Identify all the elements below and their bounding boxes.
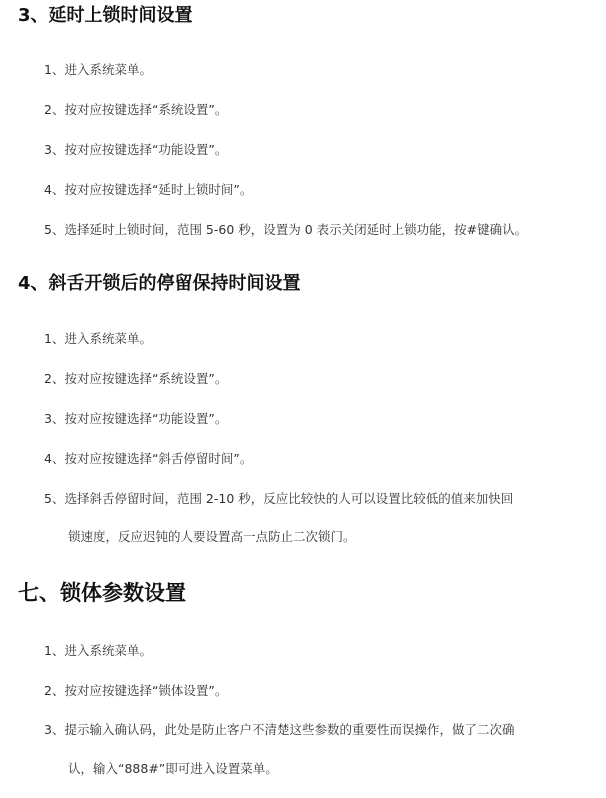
list-item: 5、选择斜舌停留时间，范围 2-10 秒，反应比较快的人可以设置比较低的值来加快回 (44, 491, 514, 506)
list-item: 1、进入系统菜单。 (44, 62, 152, 77)
list-item-continuation: 认，输入“888#”即可进入设置菜单。 (68, 761, 278, 776)
list-item: 3、按对应按键选择“功能设置”。 (44, 142, 228, 157)
list-item: 2、按对应按键选择“锁体设置”。 (44, 683, 228, 698)
list-item: 4、按对应按键选择“延时上锁时间”。 (44, 182, 253, 197)
list-item: 2、按对应按键选择“系统设置”。 (44, 102, 228, 117)
list-item: 1、进入系统菜单。 (44, 331, 152, 346)
section-heading-delay-lock: 3、延时上锁时间设置 (18, 5, 193, 26)
section-heading-lock-body: 七、锁体参数设置 (18, 581, 186, 605)
section-heading-latch-hold: 4、斜舌开锁后的停留保持时间设置 (18, 273, 301, 294)
list-item: 1、进入系统菜单。 (44, 643, 152, 658)
list-item: 5、选择延时上锁时间，范围 5-60 秒，设置为 0 表示关闭延时上锁功能，按#键确认。 (44, 222, 528, 237)
list-item: 3、按对应按键选择“功能设置”。 (44, 411, 228, 426)
list-item: 4、按对应按键选择“斜舌停留时间”。 (44, 451, 253, 466)
list-item-continuation: 锁速度，反应迟钝的人要设置高一点防止二次锁门。 (68, 529, 356, 544)
list-item: 3、提示输入确认码，此处是防止客户不清楚这些参数的重要性而误操作，做了二次确 (44, 722, 515, 737)
list-item: 2、按对应按键选择“系统设置”。 (44, 371, 228, 386)
